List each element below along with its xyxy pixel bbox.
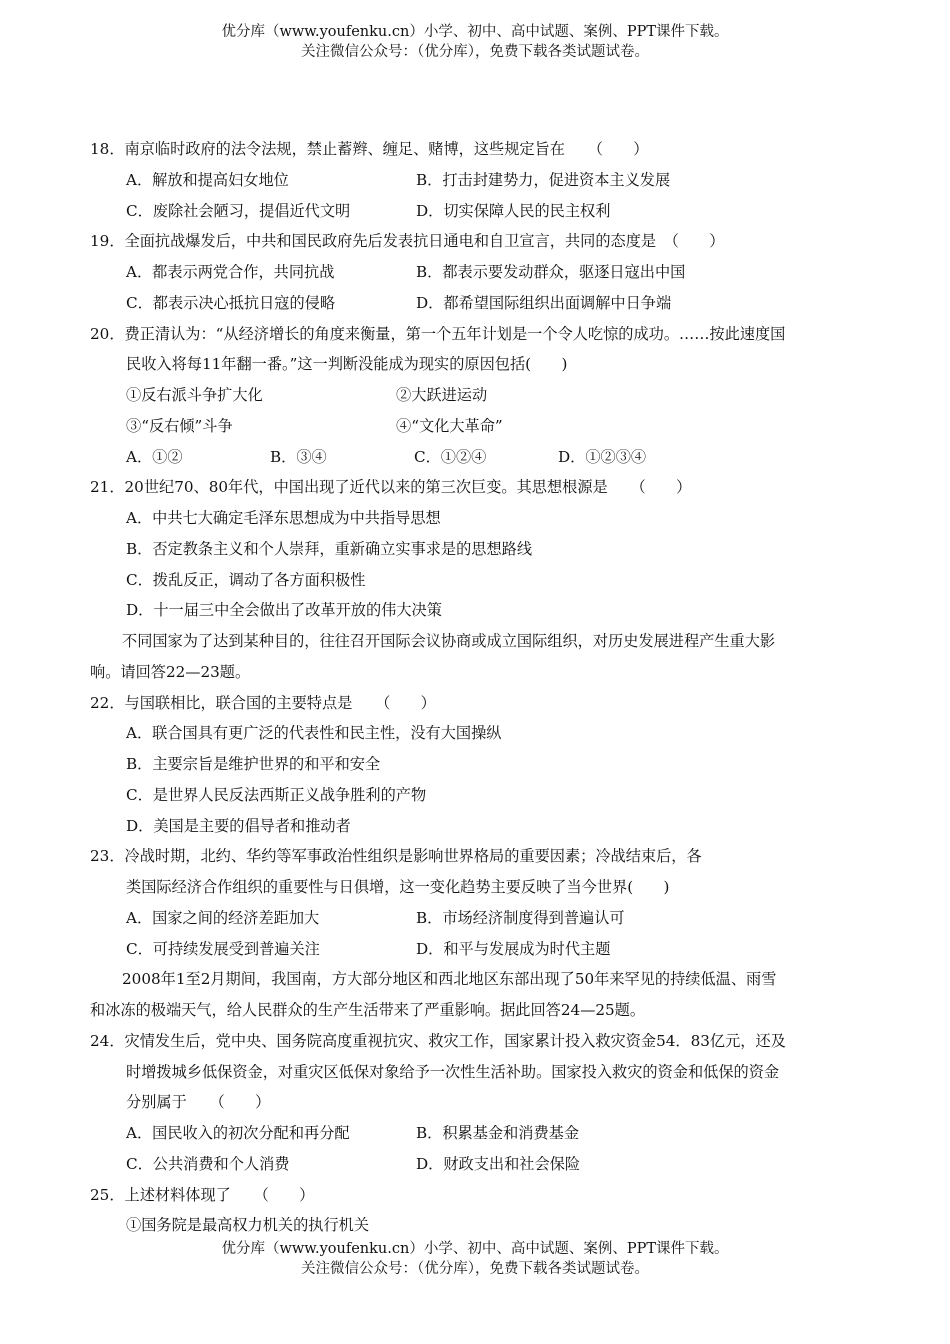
q20-option-b: B．③④	[270, 447, 327, 466]
q19-option-c: C．都表示决心抵抗日寇的侵略	[126, 293, 336, 312]
q20-items-34	[90, 411, 880, 442]
q19-stem: 19．全面抗战爆发后，中共和国民政府先后发表抗日通电和自卫宣言，共同的态度是 （ ）	[90, 232, 725, 251]
q20-item-1: ①反右派斗争扩大化	[126, 386, 263, 404]
page-footer	[0, 1239, 950, 1279]
q21-option-a: A．中共七大确定毛泽东思想成为中共指导思想	[126, 509, 441, 527]
page-header	[0, 22, 950, 62]
intro-22-23-line-1: 不同国家为了达到某种目的，往往召开国际会议协商或成立国际组织，对历史发展进程产生重大影	[122, 632, 776, 650]
q19-option-d: D．都希望国际组织出面调解中日争端	[416, 293, 672, 312]
intro-24-25-line-1: 2008年1至2月期间，我国南，方大部分地区和西北地区东部出现了50年来罕见的持续低温、雨雪	[122, 970, 777, 989]
q18-options-ab	[90, 165, 880, 196]
q21-option-d: D．十一届三中全会做出了改革开放的伟大决策	[126, 601, 442, 620]
q20-option-a: A．①②	[126, 447, 183, 466]
q18-stem: 18．南京临时政府的法令法规，禁止蓄辫、缠足、赌博，这些规定旨在 （ ）	[90, 140, 649, 158]
q24-stem-line-1: 24．灾情发生后，党中央、国务院高度重视抗灾、救灾工作，国家累计投入救灾资金54．83亿元，还及	[90, 1031, 786, 1050]
exam-content	[90, 134, 880, 1241]
q23-option-d: D．和平与发展成为时代主题	[416, 939, 611, 958]
intro-24-25-line-2: 和冰冻的极端天气，给人民群众的生产生活带来了严重影响。据此回答24—25题。	[90, 1001, 646, 1019]
q18-option-d: D．切实保障人民的民主权利	[416, 201, 611, 220]
q19-option-b: B．都表示要发动群众，驱逐日寇出中国	[416, 263, 686, 281]
q24-option-d: D．财政支出和社会保险	[416, 1154, 581, 1173]
q24-stem-line-2: 时增拨城乡低保资金，对重灾区低保对象给予一次性生活补助。国家投入救灾的资金和低保的资金	[126, 1062, 780, 1081]
q22-option-a: A．联合国具有更广泛的代表性和民主性，没有大国操纵	[126, 724, 502, 743]
q20-options	[90, 442, 880, 473]
q18-option-b: B．打击封建势力，促进资本主义发展	[416, 170, 671, 189]
q20-option-d: D．①②③④	[558, 447, 647, 466]
q20-item-4: ④“文化大革命”	[396, 416, 503, 435]
q24-options-ab	[90, 1118, 880, 1149]
q21-stem: 21．20世纪70、80年代，中国出现了近代以来的第三次巨变。其思想根源是 （ ）	[90, 478, 692, 497]
intro-22-23-line-2: 响。请回答22—23题。	[90, 662, 251, 681]
q23-stem-line-2: 类国际经济合作组织的重要性与日俱增，这一变化趋势主要反映了当今世界( )	[126, 878, 670, 896]
q22-option-b: B．主要宗旨是维护世界的和平和安全	[126, 755, 381, 773]
footer-line-2: 关注微信公众号：（优分库），免费下载各类试题试卷。	[301, 1261, 649, 1277]
q22-stem: 22．与国联相比，联合国的主要特点是 （ ）	[90, 693, 436, 712]
q19-options-cd	[90, 288, 880, 319]
q24-option-c: C．公共消费和个人消费	[126, 1154, 290, 1173]
header-line-1: 优分库（www.youfenku.cn）小学、初中、高中试题、案例、PPT课件下载。	[221, 24, 729, 40]
q19-option-a: A．都表示两党合作，共同抗战	[126, 263, 335, 281]
q23-options-ab	[90, 903, 880, 934]
q20-items-12	[90, 380, 880, 411]
q24-stem-line-3: 分别属于 （ ）	[126, 1093, 271, 1112]
q23-options-cd	[90, 934, 880, 965]
q18-option-c: C．废除社会陋习，提倡近代文明	[126, 201, 351, 220]
footer-line-1: 优分库（www.youfenku.cn）小学、初中、高中试题、案例、PPT课件下载。	[221, 1241, 729, 1257]
q21-option-b: B．否定教条主义和个人崇拜，重新确立实事求是的思想路线	[126, 539, 533, 558]
q23-stem-line-1: 23．冷战时期，北约、华约等军事政治性组织是影响世界格局的重要因素；冷战结束后，各	[90, 847, 702, 866]
q25-stem: 25．上述材料体现了 （ ）	[90, 1185, 315, 1204]
q24-option-b: B．积累基金和消费基金	[416, 1124, 580, 1142]
q19-options-ab	[90, 257, 880, 288]
q24-options-cd	[90, 1149, 880, 1180]
q21-option-c: C．拨乱反正，调动了各方面积极性	[126, 570, 366, 589]
q20-item-2: ②大跃进运动	[396, 386, 488, 404]
header-line-2: 关注微信公众号：（优分库），免费下载各类试题试卷。	[301, 44, 649, 60]
q18-options-cd	[90, 196, 880, 227]
q23-option-a: A．国家之间的经济差距加大	[126, 908, 320, 927]
q20-option-c: C．①②④	[414, 447, 487, 466]
q22-option-d: D．美国是主要的倡导者和推动者	[126, 816, 351, 835]
q20-stem-line-2: 民收入将每11年翻一番。”这一判断没能成为现实的原因包括( )	[126, 355, 568, 374]
q20-item-3: ③“反右倾”斗争	[126, 416, 233, 435]
q22-option-c: C．是世界人民反法西斯正义战争胜利的产物	[126, 785, 427, 804]
q24-option-a: A．国民收入的初次分配和再分配	[126, 1124, 350, 1142]
q18-option-a: A．解放和提高妇女地位	[126, 170, 289, 189]
q23-option-b: B．市场经济制度得到普遍认可	[416, 908, 625, 927]
q20-stem-line-1: 20．费正清认为：“从经济增长的角度来衡量，第一个五年计划是一个令人吃惊的成功。……按此速度国	[90, 324, 786, 343]
q23-option-c: C．可持续发展受到普遍关注	[126, 939, 320, 958]
q25-item-1: ①国务院是最高权力机关的执行机关	[126, 1216, 369, 1235]
